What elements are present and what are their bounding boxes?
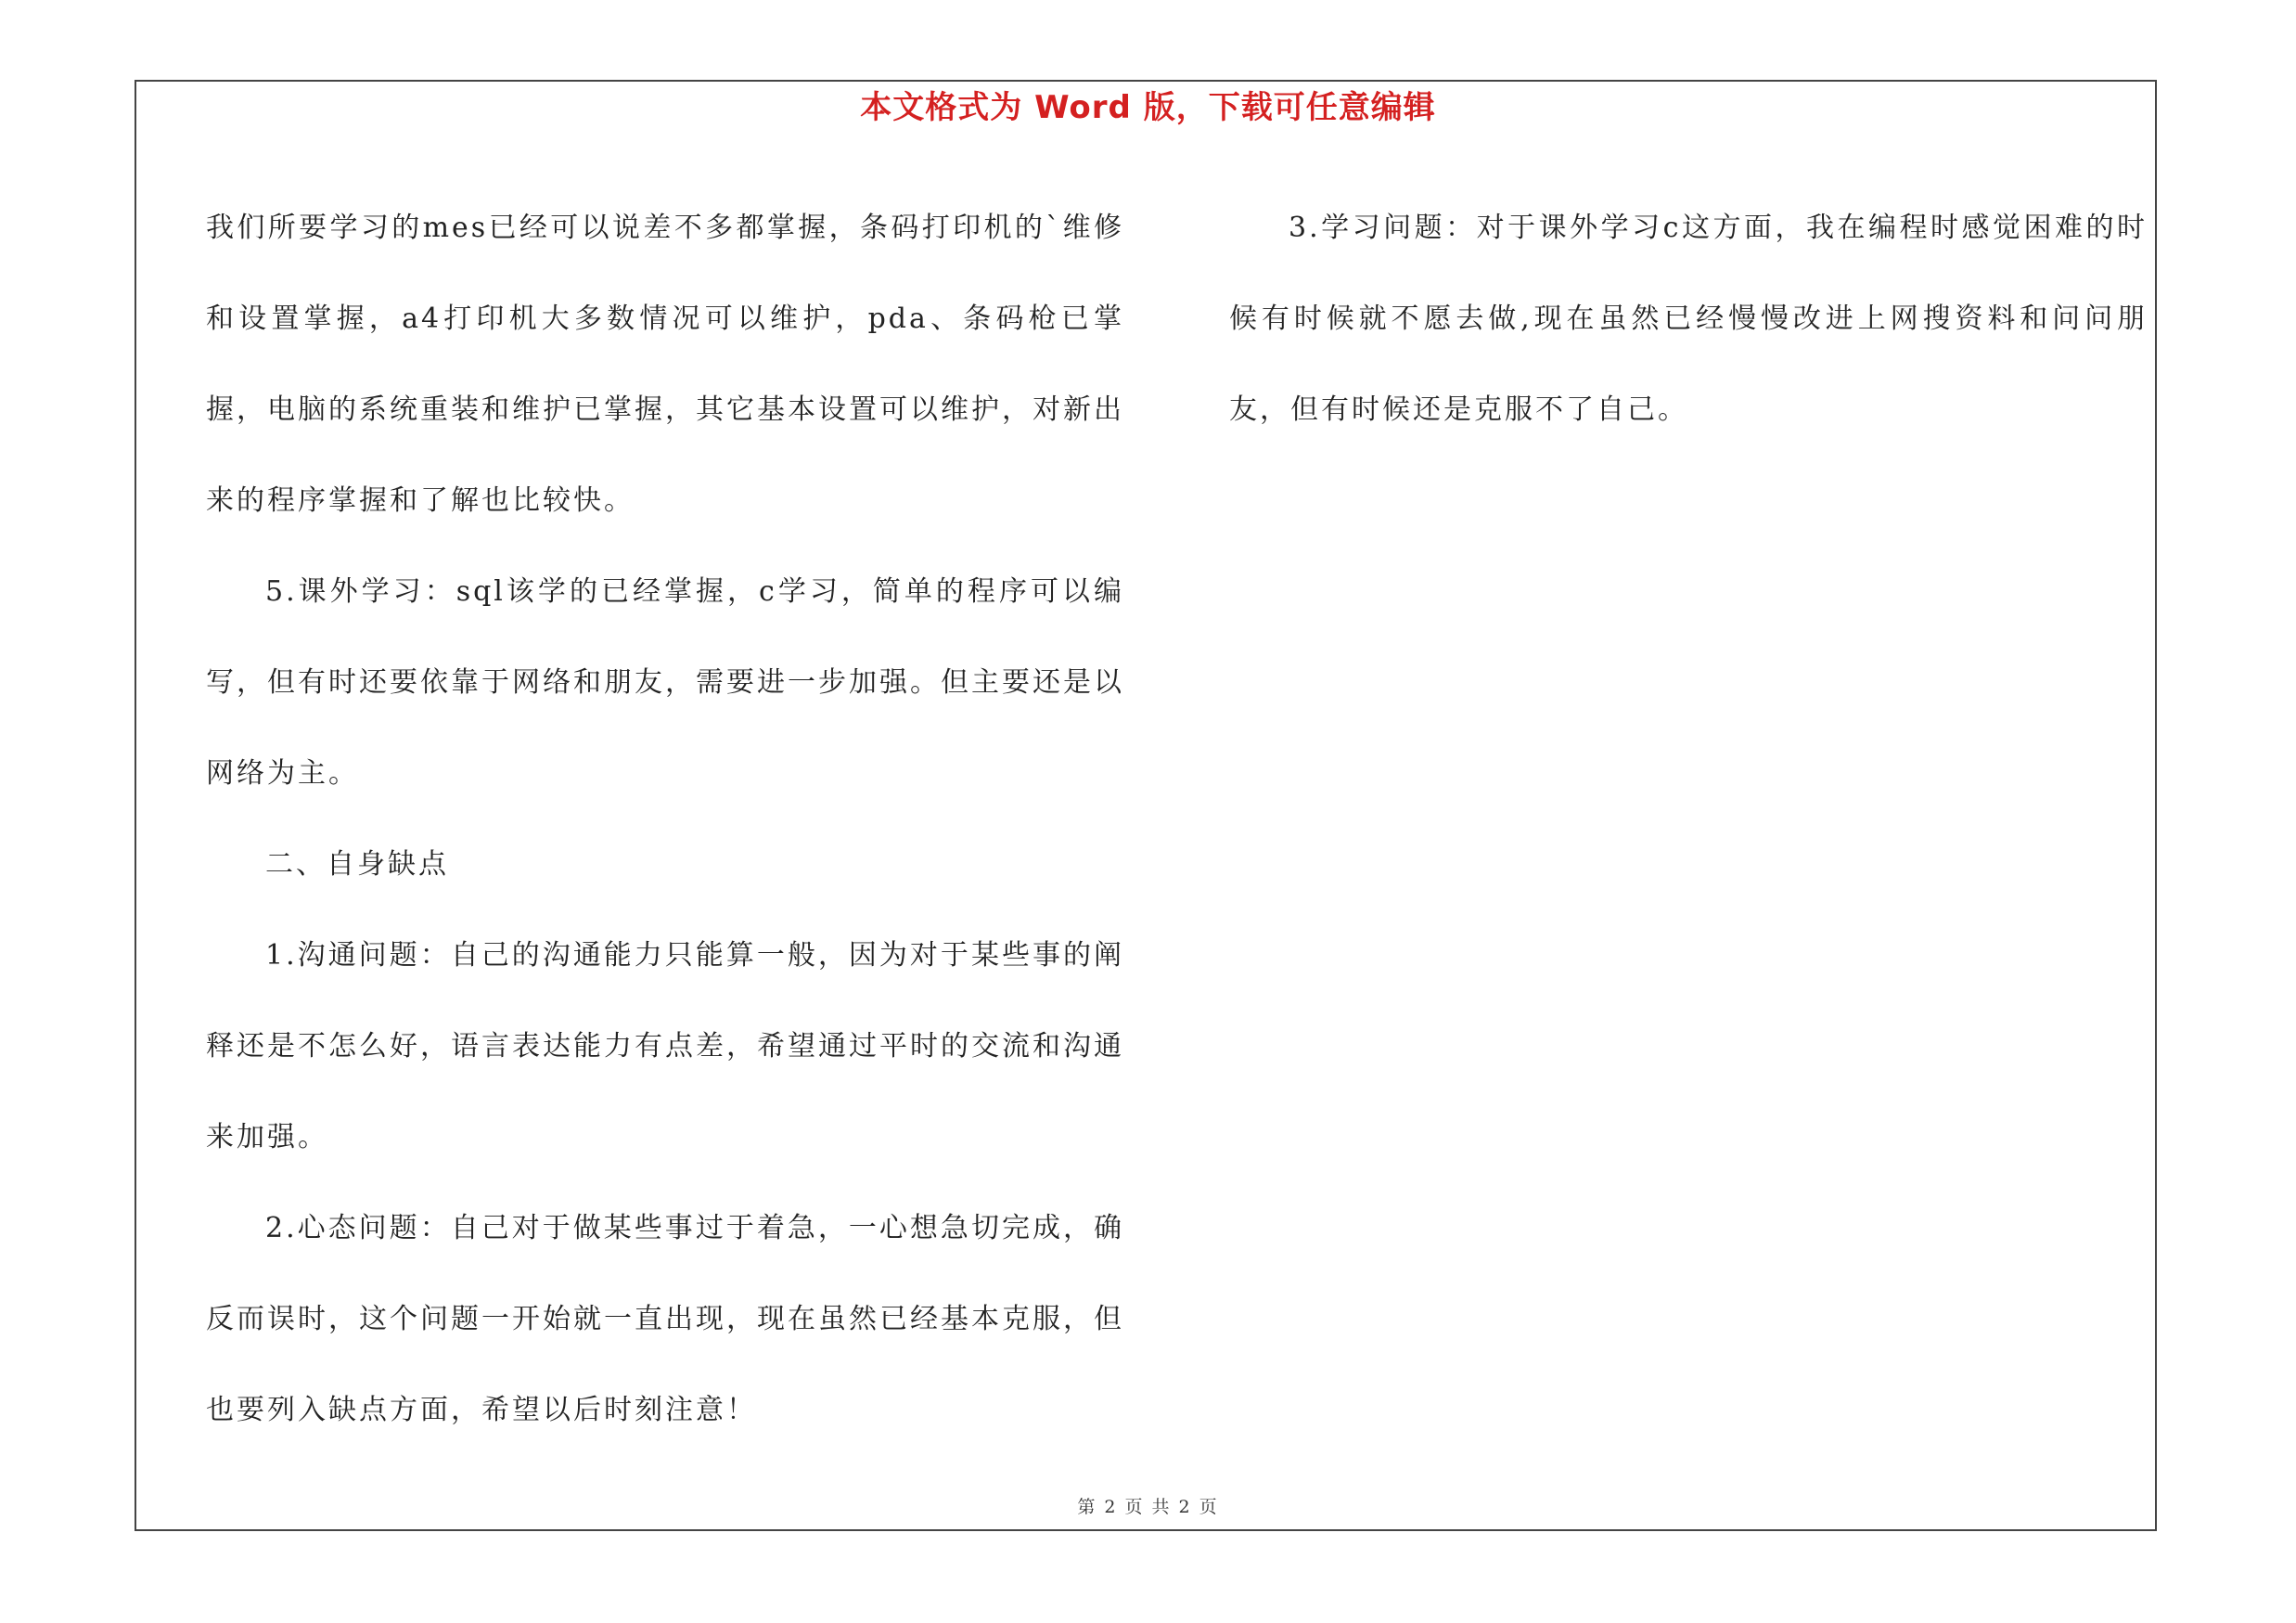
paragraph-skills-continued: 我们所要学习的mes已经可以说差不多都掌握，条码打印机的`维修和设置掌握，a4打印机大多数情况可以维护，pda、条码枪已掌握，电脑的系统重装和维护已掌握，其它基本设置可以维护，对新出来的程序掌握和了解也比较快。 (206, 212, 1124, 517)
paragraph-communication-issue: 1.沟通问题：自己的沟通能力只能算一般，因为对于某些事的阐释还是不怎么好，语言表达能力有点差，希望通过平时的交流和沟通来加强。 (206, 939, 1124, 1153)
section-heading-shortcomings: 二、自身缺点 (265, 848, 449, 881)
paragraph-extracurricular-study: 5.课外学习：sql该学的已经掌握，c学习，简单的程序可以编写，但有时还要依靠于网络和朋友，需要进一步加强。但主要还是以网络为主。 (206, 575, 1124, 790)
right-column (1229, 183, 2148, 456)
paragraph-learning-issue: 3.学习问题：对于课外学习c这方面，我在编程时感觉困难的时候有时候就不愿去做,现在虽然已经慢慢改进上网搜资料和问问朋友，但有时候还是克服不了自己。 (1229, 212, 2148, 426)
page-number-footer: 第 2 页 共 2 页 (1077, 1497, 1219, 1517)
format-banner: 本文格式为 Word 版，下载可任意编辑 (860, 89, 1436, 126)
paragraph-mindset-issue: 2.心态问题：自己对于做某些事过于着急，一心想急切完成，确反而误时，这个问题一开始就一直出现，现在虽然已经基本克服，但也要列入缺点方面，希望以后时刻注意！ (206, 1212, 1124, 1426)
left-column (206, 183, 1124, 1456)
